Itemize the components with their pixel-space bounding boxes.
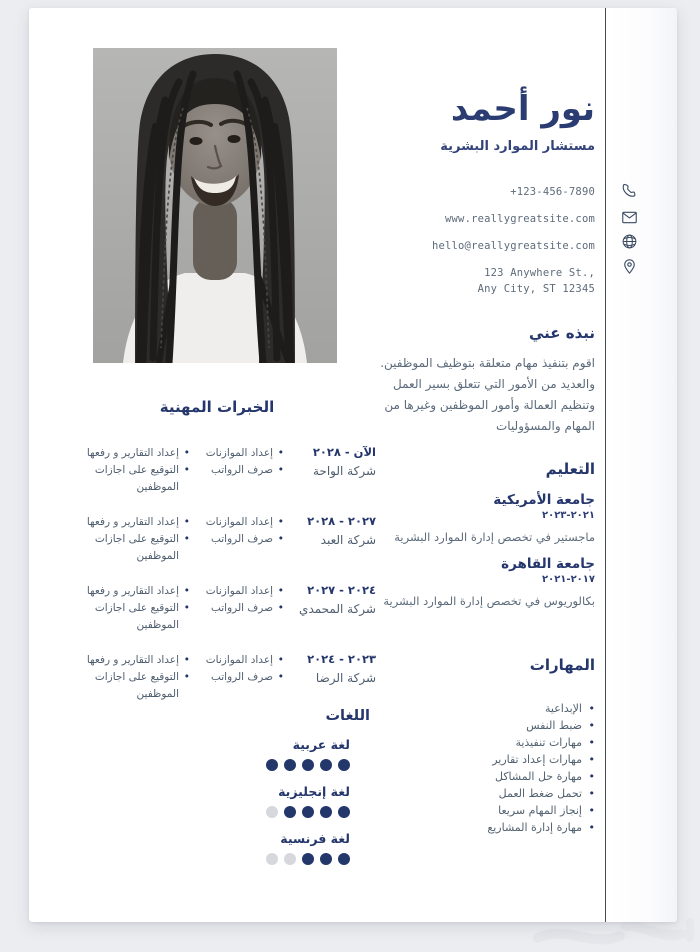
portrait-photo [93,48,337,363]
page-fold-line [605,8,606,922]
email-address: hello@reallygreatsite.com [431,240,595,252]
level-dot-empty [266,806,278,818]
experience-entry [60,514,376,565]
degree-description: ماجستير في تخصص إدارة الموارد البشرية [394,530,595,544]
level-dot-filled [320,853,332,865]
level-dot-filled [284,806,296,818]
entry-company: شركة الواحة [312,464,376,478]
education-entry [379,492,595,546]
language-item [238,784,350,818]
entry-tasks-secondary [66,445,190,496]
education-heading: التعليم [545,460,595,478]
level-dot-filled [320,806,332,818]
contact-email-row [379,237,595,253]
school-name: جامعة الأمريكية [493,492,595,508]
level-dot-filled [266,759,278,771]
contact-address-row [379,264,595,296]
experience-entry [60,445,376,496]
task-item: • إعداد التقارير و رفعها [66,445,190,462]
entry-header [292,583,376,634]
entry-dates: ٢٠٢٧ - ٢٠٢٨ [307,514,376,528]
language-level [238,759,350,771]
skill-item: • مهارة إدارة المشاريع [379,819,595,836]
language-label: لغة عربية [292,737,350,752]
skills-heading: المهارات [529,656,595,674]
task-item: • التوقيع على اجازات الموظفين [66,600,190,634]
about-text: اقوم بتنفيذ مهام متعلقة بتوظيف الموظفين. والعديد من الأمور التي تتعلق بسير العمل وتنظيم العمالة وأمور الموظفين وغيرها من المهام والمسؤوليات [380,356,595,433]
task-item: • صرف الرواتب [198,462,284,479]
level-dot-filled [338,853,350,865]
job-title: مستشار الموارد البشرية [440,139,595,154]
about-heading: نبذه عني [528,324,595,342]
entry-tasks-secondary [66,514,190,565]
entry-header [292,514,376,565]
skills-list [379,700,595,836]
location-pin-icon [620,257,639,276]
entry-tasks-secondary [66,652,190,703]
language-item [238,831,350,865]
level-dot-empty [284,853,296,865]
level-dot-filled [302,853,314,865]
task-item: • صرف الرواتب [198,600,284,617]
entry-tasks-primary [198,514,284,565]
envelope-icon [620,208,639,227]
skill-item: • ضبط النفس [379,717,595,734]
experience-entry [60,652,376,703]
skill-item: • الإبداعية [379,700,595,717]
entry-company: شركة العبد [320,533,376,547]
phone-number: +123-456-7890 [510,186,595,198]
entry-tasks-primary [198,583,284,634]
task-item: • إعداد التقارير و رفعها [66,652,190,669]
task-item: • إعداد الموازنات [198,514,284,531]
level-dot-filled [302,759,314,771]
level-dot-filled [284,759,296,771]
resume-page [29,8,677,922]
task-item: • إعداد الموازنات [198,652,284,669]
website-url: www.reallygreatsite.com [445,213,595,225]
globe-icon [620,232,639,251]
entry-tasks-primary [198,652,284,703]
task-item: • إعداد التقارير و رفعها [66,514,190,531]
entry-dates: ٢٠٢٣ - ٢٠٢٤ [307,652,376,666]
level-dot-filled [320,759,332,771]
education-dates: ٢٠٢١-٢٠٢٣ [542,510,595,521]
entry-header [292,445,376,496]
phone-icon [620,182,639,201]
education-entry [379,556,595,610]
language-level [238,853,350,865]
skill-item: • مهارات إعداد تقارير [379,751,595,768]
entry-dates: ٢٠٢٤ - ٢٠٢٧ [307,583,376,597]
task-item: • التوقيع على اجازات الموظفين [66,531,190,565]
degree-description: بكالوريوس في تخصص إدارة الموارد البشرية [383,594,595,608]
task-item: • التوقيع على اجازات الموظفين [66,462,190,496]
entry-company: شركة الرضا [315,671,376,685]
languages-heading: اللغات [325,708,370,724]
portrait-illustration [93,48,337,363]
entry-dates: الآن - ٢٠٢٨ [312,445,376,459]
person-name: نور أحمد [450,89,595,129]
task-item: • التوقيع على اجازات الموظفين [66,669,190,703]
experience-entries [60,445,376,721]
task-item: • صرف الرواتب [198,669,284,686]
task-item: • إعداد التقارير و رفعها [66,583,190,600]
page-edge-sliver [606,8,677,922]
school-name: جامعة القاهرة [501,556,595,572]
level-dot-filled [338,806,350,818]
education-dates: ٢٠١٧-٢٠٢١ [542,574,595,585]
contact-block [379,183,595,307]
language-level [238,806,350,818]
entry-header [292,652,376,703]
entry-tasks-primary [198,445,284,496]
address-line1: 123 Anywhere St., [484,267,595,279]
level-dot-empty [266,853,278,865]
skill-item: • إنجاز المهام سريعا [379,802,595,819]
skill-item: • مهارات تنفيذية [379,734,595,751]
experience-entry [60,583,376,634]
entry-company: شركة المحمدي [299,602,376,616]
language-item [238,737,350,771]
task-item: • إعداد الموازنات [198,583,284,600]
language-label: لغة فرنسية [280,831,350,846]
task-item: • إعداد الموازنات [198,445,284,462]
task-item: • صرف الرواتب [198,531,284,548]
entry-tasks-secondary [66,583,190,634]
contact-website-row [379,210,595,226]
language-label: لغة إنجليزية [278,784,350,799]
experience-heading: الخبرات المهنية [159,398,275,416]
languages-list [238,737,370,865]
contact-phone-row [379,183,595,199]
languages-section [238,708,370,865]
address-line2: Any City, ST 12345 [477,283,595,295]
level-dot-filled [338,759,350,771]
level-dot-filled [302,806,314,818]
skill-item: • تحمل ضغط العمل [379,785,595,802]
skill-item: • مهارة حل المشاكل [379,768,595,785]
